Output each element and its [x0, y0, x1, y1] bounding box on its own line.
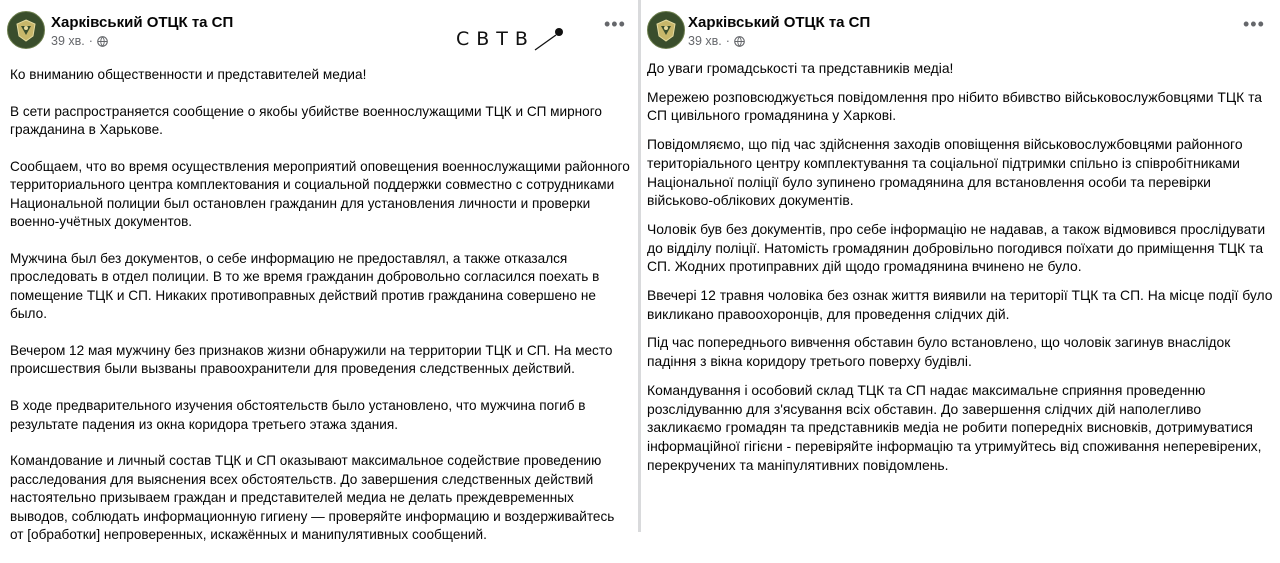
more-options-icon[interactable]: ••• — [604, 14, 626, 34]
post-time[interactable]: 39 хв. — [688, 34, 722, 48]
post-paragraph: Ввечері 12 травня чоловіка без ознак життя виявили на території ТЦК та СП. На місце події було викликано правоохоронців, для проведення слідчих дій. — [647, 287, 1273, 322]
post-header — [641, 0, 1280, 56]
post-paragraph: Мужчина был без документов, о себе информацию не предоставлял, а также отказался проследовать в отдел полиции. В то же время гражданин добровольно согласился поехать в помещение ТЦК и СП. Никаких противоправных действий против гражданина совершено не было. — [10, 251, 600, 322]
post-paragraph: Під час попереднього вивчення обставин було встановлено, що чоловік загинув внаслідок падіння з вікна коридору третього поверху будівлі. — [647, 334, 1231, 370]
watermark-text: СВТВ — [456, 28, 535, 50]
post-time[interactable]: 39 хв. — [51, 34, 85, 48]
post-meta: 39 хв. · — [688, 34, 745, 48]
post-paragraph: В сети распространяется сообщение о якобы убийстве военнослужащими ТЦК и СП мирного гражданина в Харькове. — [10, 103, 602, 138]
page-avatar[interactable] — [7, 11, 45, 49]
post-paragraph: Командування і особовий склад ТЦК та СП надає максимальне сприяння проведенню розслідуванню для з'ясування всіх обставин. До завершення слідчих дій наполегливо закликаємо громадян та представників медіа не робити попередніх висновків, дотримуватися інформаційної гігієни - перевіряйте інформацію та утримуйтесь від споживання неперевірених, перекручених та маніпулятивних повідомлень. — [647, 381, 1262, 473]
unit-emblem-icon — [653, 17, 679, 43]
post-paragraph: До уваги громадськості та представників медіа! — [647, 60, 954, 76]
more-options-icon[interactable]: ••• — [1243, 14, 1265, 34]
page-name[interactable]: Харківський ОТЦК та СП — [51, 14, 234, 31]
post-paragraph: Вечером 12 мая мужчину без признаков жизни обнаружили на территории ТЦК и СП. На место происшествия были вызваны правоохранители для проведения следственных действий. — [10, 343, 613, 377]
post-meta: 39 хв. · — [51, 34, 108, 48]
globe-icon — [734, 36, 745, 47]
post-paragraph: Ко вниманию общественности и представителей медиа! — [10, 67, 367, 82]
post-body — [647, 59, 1275, 484]
post-paragraph: Повідомляємо, що під час здійснення заходів оповіщення військовослужбовцями районного територіального центру комплектування та соціальної підтримки спільно із співробітниками Національної поліції було зупинено громадянина для встановлення особи та перевірки військово-облікових документів. — [647, 136, 1243, 209]
post-body — [10, 66, 630, 563]
post-paragraph: Чоловік був без документів, про себе інформацію не надавав, а також відмовився прослідувати до відділу поліції. Натомість громадянин добровільно погодився поїхати до приміщення ТЦК та СП. Жодних протиправних дій щодо громадянина вчинено не було. — [647, 220, 1266, 275]
post-header — [0, 0, 638, 56]
watermark-logo — [456, 26, 565, 52]
right-post — [641, 0, 1280, 532]
post-paragraph: Мережею розповсюджується повідомлення про нібито вбивство військовослужбовцями ТЦК та СП цивільного громадянина у Харкові. — [647, 88, 1263, 124]
post-paragraph: Командование и личный состав ТЦК и СП оказывают максимальное содействие проведению расследования для выяснения всех обстоятельств. До завершения следственных действий настоятельно призываем граждан и представителей медиа не делать преждевременных выводов, соблюдать информационную гигиену — проверяйте информацию и воздерживайтесь от [обработки] непроверенных, искажённых и манипулятивных сообщений. — [10, 453, 615, 543]
satellite-icon — [535, 26, 565, 52]
post-paragraph: В ходе предварительного изучения обстоятельств было установлено, что мужчина погиб в результате падения из окна коридора третьего этажа здания. — [10, 398, 586, 432]
page-name[interactable]: Харківський ОТЦК та СП — [688, 14, 871, 31]
page-avatar[interactable] — [647, 11, 685, 49]
unit-emblem-icon — [13, 17, 39, 43]
post-paragraph: Сообщаем, что во время осуществления мероприятий оповещения военнослужащими районного территориального центра комплектования и социальной поддержки совместно с сотрудниками Национальной полиции был остановлен гражданин для установления личности и проверки военно-учётных документов. — [10, 159, 630, 230]
left-post — [0, 0, 638, 543]
globe-icon — [97, 36, 108, 47]
